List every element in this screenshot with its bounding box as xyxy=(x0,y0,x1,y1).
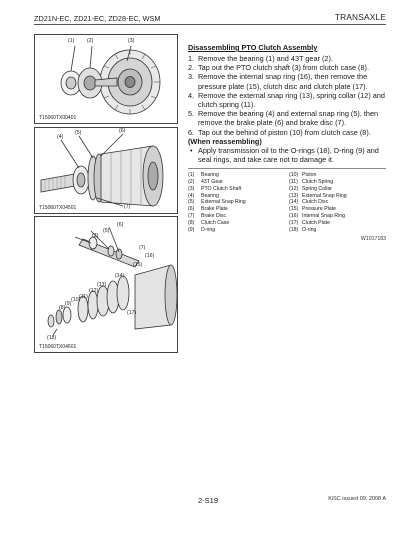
legend-number: (8) xyxy=(188,219,195,226)
legend-number: (4) xyxy=(188,192,195,199)
step-text: Remove the bearing (4) and external snap ring (5), then remove the brake plate (6) and brake disc (7). xyxy=(198,109,379,128)
legend-number: (9) xyxy=(188,226,195,233)
legend-divider xyxy=(188,168,386,169)
legend-item xyxy=(289,227,386,234)
step-number: 5. xyxy=(188,109,195,119)
figure-2-id: T15060TX04501 xyxy=(39,205,77,211)
legend-label: Internal Snap Ring xyxy=(302,213,345,220)
step-item xyxy=(188,109,386,127)
bullet-marker: • xyxy=(190,145,193,155)
legend-item xyxy=(188,199,285,206)
figure-2-callout-5: (5) xyxy=(75,130,82,136)
legend-label: Bearing xyxy=(201,172,219,179)
step-text: Remove the internal snap ring (16), then remove the pressure plate (15), clutch disc and clutch plate (17). xyxy=(198,72,368,91)
figure-3-callout-3: (3) xyxy=(92,233,99,239)
figure-1-drawing xyxy=(35,35,178,124)
legend-item xyxy=(289,220,386,227)
legend-number: (14) xyxy=(289,199,299,206)
code-reference: W1017183 xyxy=(360,236,386,243)
step-number: 2. xyxy=(188,63,195,73)
legend-label: O-ring xyxy=(302,226,317,233)
issue-note: KiSC issued 09, 2008 A xyxy=(328,496,386,502)
step-item xyxy=(188,128,386,137)
code-ref-row xyxy=(188,233,386,243)
figure-3-callout-10: (10) xyxy=(71,297,81,303)
step-text: Remove the bearing (1) and 43T gear (2). xyxy=(198,54,333,63)
legend-number: (3) xyxy=(188,185,195,192)
figure-3-callout-9: (9) xyxy=(65,301,72,307)
legend-number: (17) xyxy=(289,219,299,226)
legend-item xyxy=(289,193,386,200)
legend-number: (11) xyxy=(289,179,298,186)
legend-item xyxy=(188,213,285,220)
figure-2 xyxy=(34,127,178,214)
figure-3-callout-16: (16) xyxy=(145,253,155,259)
header-models: ZD21N-EC, ZD21-EC, ZD28-EC, WSM xyxy=(34,14,161,23)
header-section-title: TRANSAXLE xyxy=(334,12,386,22)
figure-3-callout-15: (15) xyxy=(133,262,143,268)
legend-label: Clutch Case xyxy=(201,219,230,226)
legend-number: (6) xyxy=(188,206,195,213)
legend-label: Piston xyxy=(302,172,317,179)
page-number: 2-S19 xyxy=(197,496,218,505)
step-item xyxy=(188,63,386,72)
legend-number: (18) xyxy=(289,226,299,233)
figure-1-callout-3: (3) xyxy=(128,38,135,44)
legend-item xyxy=(188,172,285,179)
legend-item xyxy=(188,227,285,234)
legend-item xyxy=(289,186,386,193)
step-number: 6. xyxy=(188,127,195,137)
legend-number: (7) xyxy=(188,213,195,220)
procedure-content xyxy=(188,43,386,243)
legend-item xyxy=(188,220,285,227)
figure-1-callout-2: (2) xyxy=(87,38,94,44)
legend-label: Brake Disc xyxy=(201,213,227,220)
step-number: 4. xyxy=(188,90,195,100)
legend-label: Bearing xyxy=(201,192,219,199)
legend-item xyxy=(188,179,285,186)
figure-3-id: T15060TX04601 xyxy=(39,344,77,350)
figure-1-id: T15060TX00401 xyxy=(39,115,77,121)
figure-2-drawing xyxy=(35,128,178,214)
reassembling-note xyxy=(188,146,386,164)
figure-3-callout-18: (18) xyxy=(47,335,57,341)
legend-item xyxy=(188,186,285,193)
legend-item xyxy=(289,179,386,186)
legend-number: (1) xyxy=(188,172,195,179)
step-number: 1. xyxy=(188,54,195,63)
figure-3-callout-8: (8) xyxy=(59,305,66,311)
legend-label: Clutch Spring xyxy=(302,179,334,186)
figure-3-callout-6: (6) xyxy=(117,222,124,228)
legend-label: Brake Plate xyxy=(201,206,228,213)
figure-2-callout-6: (6) xyxy=(119,128,126,134)
legend-label: External Snap Ring xyxy=(302,192,347,199)
legend-label: 43T Gear xyxy=(201,179,223,186)
step-text: Tap out the PTO clutch shaft (3) from clutch case (8). xyxy=(198,63,370,73)
legend-number: (13) xyxy=(289,192,299,199)
step-text: Tap out the behind of piston (10) from clutch case (8). xyxy=(198,127,371,137)
legend-number: (12) xyxy=(289,185,299,192)
legend-item xyxy=(289,199,386,206)
figure-3-drawing xyxy=(35,217,178,353)
figure-1-callout-1: (1) xyxy=(68,38,75,44)
legend-number: (15) xyxy=(289,206,299,213)
figure-3 xyxy=(34,216,178,353)
legend-label: Clutch Plate xyxy=(302,219,330,226)
step-item xyxy=(188,54,386,63)
figure-1 xyxy=(34,34,178,124)
figure-2-callout-7: (7) xyxy=(124,204,131,210)
legend-label: Clutch Disc xyxy=(302,199,329,206)
legend-label: External Snap Ring xyxy=(201,199,246,206)
legend-label: Pressure Plate xyxy=(302,206,337,213)
legend-item xyxy=(188,193,285,200)
step-text: Remove the external snap ring (13), spring collar (12) and clutch spring (11). xyxy=(198,90,385,110)
parts-legend xyxy=(188,172,386,233)
procedure-title: Disassembling PTO Clutch Assembly xyxy=(188,43,318,52)
header-divider xyxy=(34,24,386,25)
legend-label: Spring Collar xyxy=(302,185,332,192)
step-number: 3. xyxy=(188,72,195,82)
legend-label: PTO Clutch Shaft xyxy=(201,185,242,192)
figure-3-callout-5: (5) xyxy=(103,228,110,234)
figure-3-callout-17: (17) xyxy=(127,310,137,316)
legend-item xyxy=(289,206,386,213)
legend-number: (10) xyxy=(289,172,299,179)
step-item xyxy=(188,72,386,90)
legend-item xyxy=(289,172,386,179)
figure-2-callout-4: (4) xyxy=(57,134,64,140)
figure-3-callout-13: (13) xyxy=(97,282,107,288)
legend-item xyxy=(289,213,386,220)
reassembling-title: (When reassembling) xyxy=(188,136,262,146)
figure-3-callout-14: (14) xyxy=(115,273,125,279)
legend-number: (16) xyxy=(289,213,299,220)
figure-3-callout-11: (11) xyxy=(79,294,88,300)
legend-label: D-ring xyxy=(201,226,216,233)
reassembling-note-text: Apply transmission oil to the O-rings (18), D-ring (9) and seal rings, and take care not to damage it. xyxy=(198,145,379,165)
step-item xyxy=(188,91,386,109)
figure-3-callout-7: (7) xyxy=(139,245,146,251)
legend-number: (2) xyxy=(188,179,195,186)
legend-item xyxy=(188,206,285,213)
figure-3-callout-12: (12) xyxy=(89,288,99,294)
legend-number: (5) xyxy=(188,199,195,206)
